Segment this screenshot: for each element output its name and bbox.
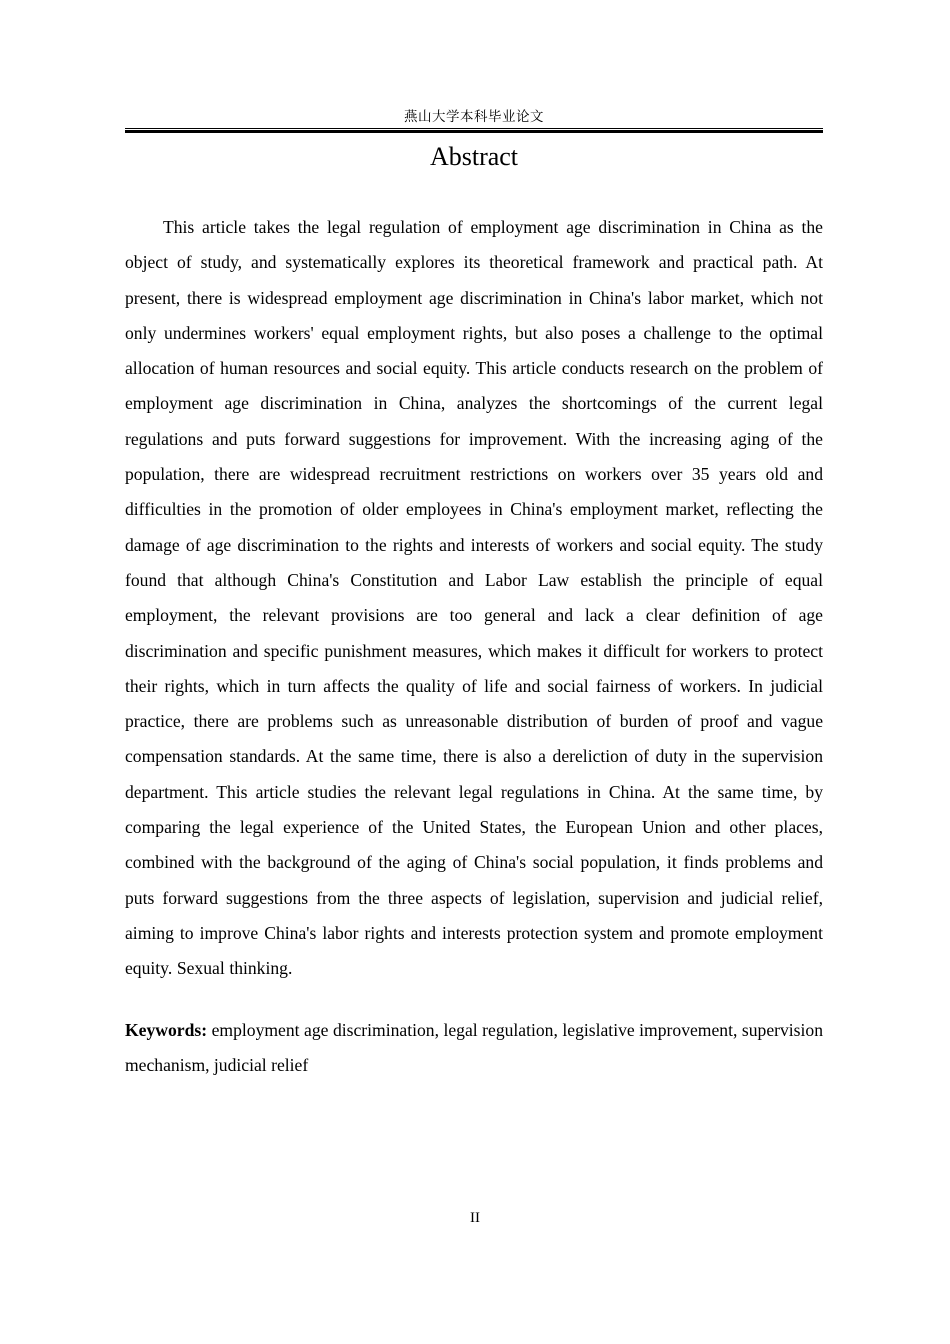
keywords-label: Keywords: [125, 1019, 208, 1040]
page-title: Abstract [429, 142, 519, 171]
page-number: II [470, 1210, 480, 1226]
running-header [125, 108, 823, 133]
abstract-section [125, 210, 823, 1083]
keywords-block [125, 1013, 823, 1084]
abstract-paragraph: This article takes the legal regulation of employment age discrimination in China as the object of study, and systematically explores its theoretical framework and practical path. At present, there is widespread employment age discrimination in China's labor market, which not only undermines workers' equal employment rights, but also poses a challenge to the optimal allocation of human resources and social equity. This article conducts research on the problem of employment age discrimination in China, analyzes the shortcomings of the current legal regulations and puts forward suggestions for improvement. With the increasing aging of the population, there are widespread recruitment restrictions on workers over 35 years old and difficulties in the promotion of older employees in China's employment market, reflecting the damage of age discrimination to the rights and interests of workers and social equity. The study found that although China's Constitution and Labor Law establish the principle of equal employment, the relevant provisions are too general and lack a clear definition of age discrimination and specific punishment measures, which makes it difficult for workers to protect their rights, which in turn affects the quality of life and social fairness of workers. In judicial practice, there are problems such as unreasonable distribution of burden of proof and vague compensation standards. At the same time, there is also a dereliction of duty in the supervision department. This article studies the relevant legal regulations in China. At the same time, by comparing the legal experience of the United States, the European Union and other places, combined with the background of the aging of China's social population, it finds problems and puts forward suggestions from the three aspects of legislation, supervision and judicial relief, aiming to improve China's labor rights and interests protection system and promote employment equity. Sexual thinking. [125, 217, 823, 979]
keywords-value: employment age discrimination, legal regulation, legislative improvement, supervision mechanism, judicial relief [125, 1019, 823, 1075]
running-header-title: 燕山大学本科毕业论文 [404, 109, 544, 125]
header-double-rule [125, 128, 823, 133]
